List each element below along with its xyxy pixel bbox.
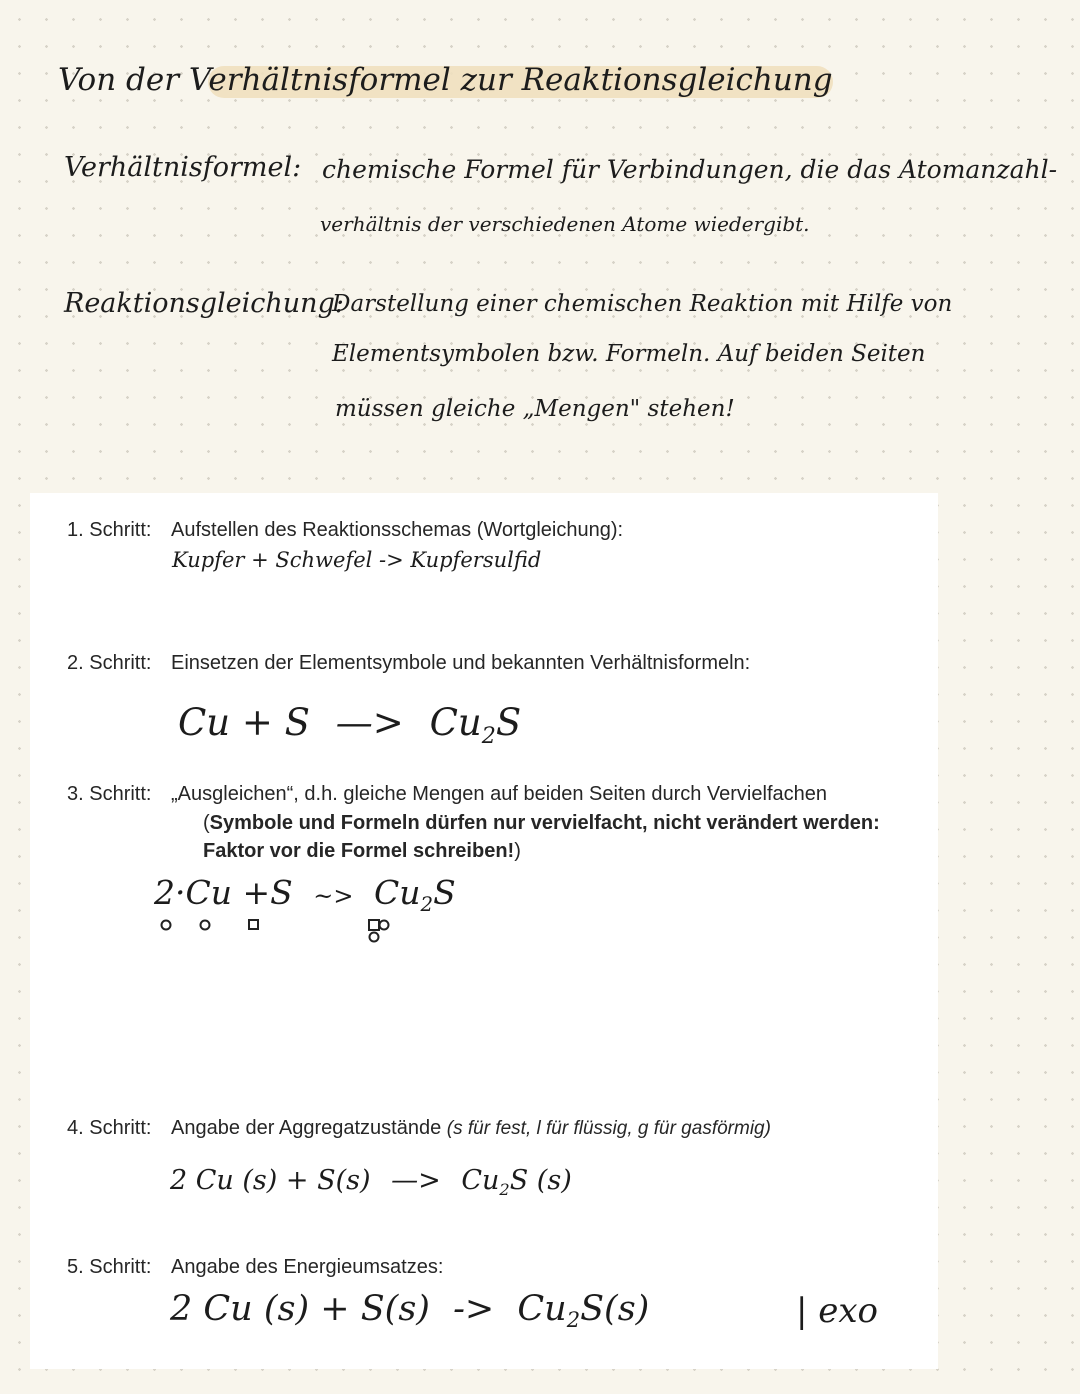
reaction-arrow: —>	[335, 701, 404, 744]
definition-text-line: verhältnis der verschiedenen Atome wiedergibt.	[320, 212, 810, 236]
particle-model-sketch	[158, 913, 418, 953]
definition-text-line: Darstellung einer chemischen Reaktion mit Hilfe von	[332, 291, 953, 317]
rule-text: Symbole und Formeln dürfen nur vervielfacht, nicht verändert werden:	[209, 812, 880, 834]
equation-reactants: 2 Cu (s) + S(s)	[170, 1165, 371, 1196]
definition-text-line: chemische Formel für Verbindungen, die das Atomanzahl-	[322, 155, 1058, 184]
step-text: „Ausgleichen“, d.h. gleiche Mengen auf beiden Seiten durch Vervielfachen	[171, 783, 827, 805]
copper-atom-icon	[162, 921, 171, 930]
word-equation: Kupfer + Schwefel -> Kupfersulfid	[172, 548, 542, 572]
step-3	[67, 783, 827, 806]
rule-text: Faktor vor die Formel schreiben!	[203, 840, 515, 862]
sulfur-atom-icon	[369, 920, 379, 930]
bracket: )	[514, 840, 521, 862]
reaction-arrow: ->	[453, 1289, 495, 1329]
definition-text-line: müssen gleiche „Mengen" stehen!	[335, 396, 735, 422]
step-3-rule	[203, 812, 880, 835]
product-tail: S(s)	[580, 1289, 650, 1329]
step-number: 2. Schritt:	[67, 652, 152, 674]
step-text: Einsetzen der Elementsymbole und bekannten Verhältnisformeln:	[171, 652, 751, 674]
worksheet	[30, 493, 938, 1369]
equation-reactants: 2·Cu +S	[154, 873, 293, 912]
copper-atom-icon	[380, 921, 389, 930]
product-subscript: 2	[420, 892, 434, 916]
reaction-arrow: ~>	[313, 882, 354, 910]
product-subscript: 2	[481, 722, 496, 749]
definition-term-verhaeltnisformel: Verhältnisformel:	[64, 152, 302, 183]
equation-product: Cu	[461, 1165, 500, 1196]
equation-product: Cu	[373, 873, 421, 912]
step-text: Aufstellen des Reaktionsschemas (Wortgleichung):	[171, 519, 624, 541]
equation-product: Cu	[429, 701, 482, 744]
title-block	[58, 62, 833, 98]
step-1	[67, 519, 623, 542]
step-number: 5. Schritt:	[67, 1256, 152, 1278]
energy-label: | exo	[796, 1291, 879, 1331]
copper-atom-icon	[370, 933, 379, 942]
product-tail: S	[433, 873, 456, 912]
step-text: Angabe des Energieumsatzes:	[171, 1256, 444, 1278]
copper-atom-icon	[201, 921, 210, 930]
product-subscript: 2	[566, 1308, 581, 1333]
step-text: Angabe der Aggregatzustände	[171, 1117, 442, 1139]
equation-step-3	[154, 873, 456, 916]
equation-step-5	[170, 1289, 650, 1333]
definition-text-line: Elementsymbolen bzw. Formeln. Auf beiden Seiten	[332, 341, 926, 367]
equation-reactants: Cu + S	[178, 701, 311, 744]
equation-reactants: 2 Cu (s) + S(s)	[170, 1289, 430, 1329]
page-title: Von der Verhältnisformel zur Reaktionsgleichung	[58, 62, 833, 98]
step-4	[67, 1117, 771, 1140]
step-number: 1. Schritt:	[67, 519, 152, 541]
step-number: 4. Schritt:	[67, 1117, 152, 1139]
step-note: (s für fest, l für flüssig, g für gasförmig)	[446, 1118, 771, 1139]
product-tail: S	[495, 701, 522, 744]
step-3-rule	[203, 840, 521, 863]
bracket: (	[203, 812, 210, 834]
product-subscript: 2	[499, 1179, 510, 1199]
step-2	[67, 652, 750, 675]
product-tail: S (s)	[509, 1165, 572, 1196]
equation-step-4	[170, 1165, 572, 1199]
step-number: 3. Schritt:	[67, 783, 152, 805]
equation-product: Cu	[517, 1289, 567, 1329]
equation-step-2	[178, 701, 522, 749]
step-5	[67, 1256, 443, 1279]
sulfur-atom-icon	[249, 920, 258, 929]
definition-term-reaktionsgleichung: Reaktionsgleichung:	[64, 288, 344, 319]
reaction-arrow: —>	[391, 1165, 441, 1196]
